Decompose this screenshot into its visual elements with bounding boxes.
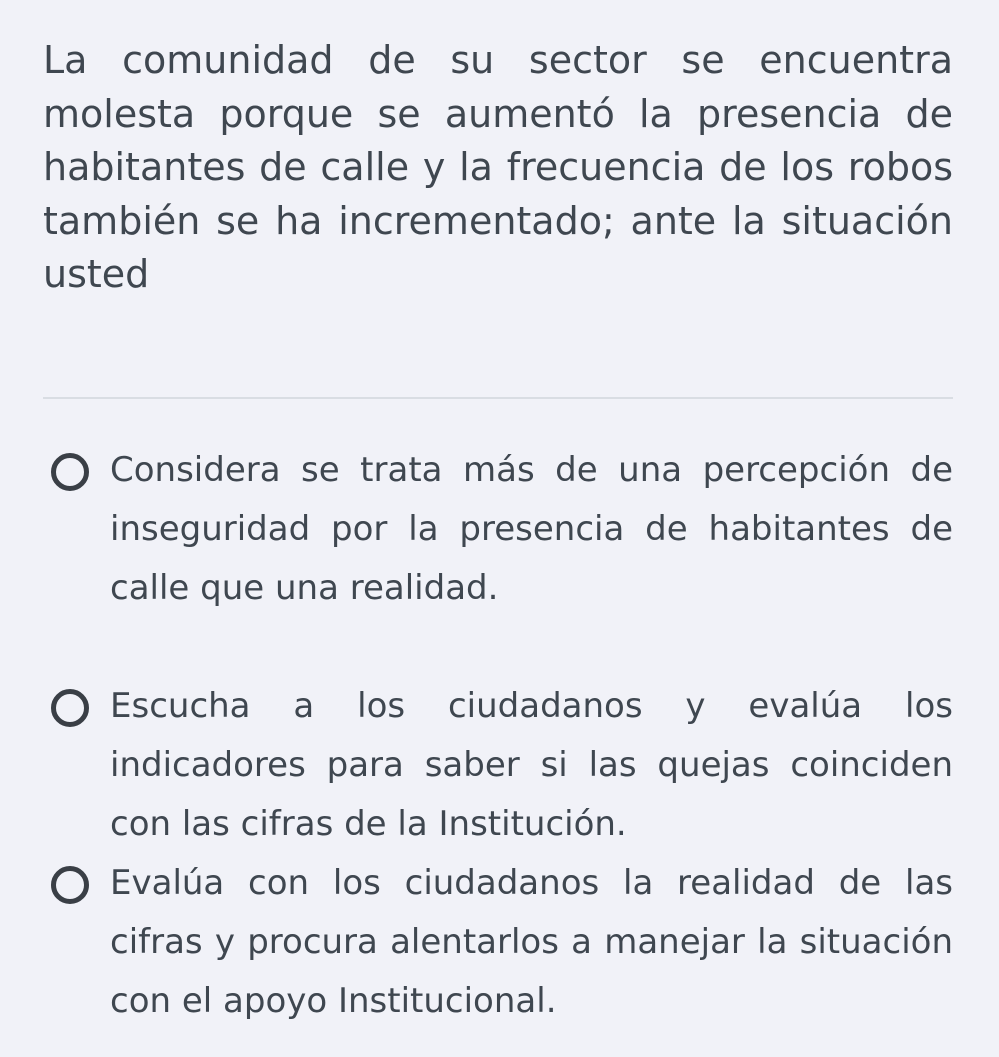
- answer-option-1[interactable]: [48, 441, 953, 618]
- answer-option-2[interactable]: [48, 677, 953, 854]
- radio-button-icon[interactable]: [51, 866, 89, 904]
- answer-option-3[interactable]: [48, 854, 953, 1031]
- radio-button-icon[interactable]: [51, 453, 89, 491]
- option-label: Evalúa con los ciudadanos la realidad de las cifras y procura alentarlos a manejar la situación con el apoyo Institucional.: [110, 863, 953, 1021]
- radio-button-icon[interactable]: [51, 689, 89, 727]
- divider: [43, 397, 953, 399]
- option-label: Considera se trata más de una percepción de inseguridad por la presencia de habitantes de calle que una realidad.: [110, 450, 953, 608]
- option-label: Escucha a los ciudadanos y evalúa los indicadores para saber si las quejas coinciden con las cifras de la Institución.: [110, 686, 953, 844]
- question-text: La comunidad de su sector se encuentra molesta porque se aumentó la presencia de habitantes de calle y la frecuencia de los robos también se ha incrementado; ante la situación usted: [43, 38, 953, 296]
